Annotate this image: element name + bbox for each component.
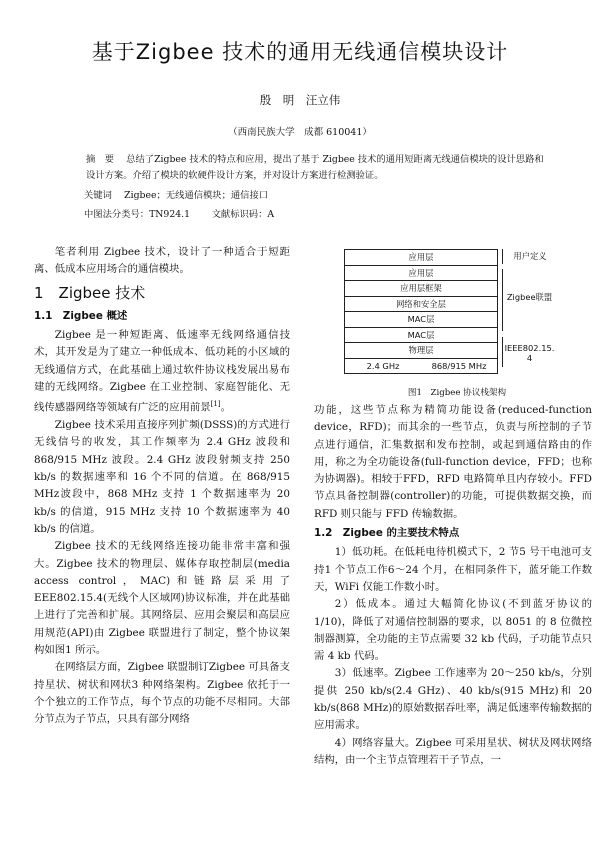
paragraph: Zigbee 技术采用直接序列扩频(DSSS)的方式进行无线信号的收发，其工作频率为 2.4 GHz 波段和868/915 MHz 波段。2.4 GHz 波段射频支持 250 kb/s 的数据速率和 16 个不同的信道。在 868/915 MHz波段中，868 MHz 支持 1 个数据速率为 20 kb/s 的信道，915 MHz 支持 10 个数据速率为 40 kb/s 的信道。	[34, 419, 290, 535]
abstract-label: 摘 要	[86, 154, 114, 165]
classification	[84, 206, 274, 220]
clc-number: 中图法分类号：TN924.1	[84, 209, 191, 220]
paragraph: 在网络层方面，Zigbee 联盟制订Zigbee 可具备支持星状、树状和网状3 种网络架构。Zigbee 依托于一个个独立的工作节点，每个节点的功能不尽相同。大部分节点为子节点，只具有部分网络	[34, 661, 290, 726]
paragraph-text: Zigbee 是一种短距离、低速率无线网络通信技术，其开发是为了建立一种低成本、低功耗的小区域的无线通信方式，在此基础上通过软件协议栈发展出易布建的无线网络。Zigbee 在工业控制、家庭智能化、无线传感器网络等领域有广泛的应用前景	[34, 329, 290, 414]
affiliation: （西南民族大学 成都 610041）	[228, 127, 372, 138]
keywords-text: Zigbee；无线通信模块；通信接口	[124, 190, 269, 201]
label-zigbee-alliance: Zigbee联盟	[502, 269, 556, 331]
intro-paragraph: 笔者利用 Zigbee 技术，设计了一种适合于短距离、低成本应用场合的通信模块。	[34, 246, 290, 276]
phy-bands	[344, 358, 498, 375]
layer-box: 应用层框架	[344, 280, 498, 296]
band-2-4ghz: 2.4 GHz	[366, 360, 400, 371]
keywords-label: 关键词	[84, 190, 112, 201]
band-868-915: 868/915 MHz	[431, 360, 487, 371]
paper-title: 基于Zigbee 技术的通用无线通信模块设计	[91, 40, 509, 64]
list-item: 1）低功耗。在低耗电待机模式下，2 节5 号干电池可支持1 个节点工作6～24 个月，在相同条件下，蓝牙能工作数天，WiFi 仅能工作数小时。	[314, 546, 592, 593]
citation[interactable]: [1]	[210, 400, 221, 409]
abstract-text: 总结了Zigbee 技术的特点和应用，提出了基于 Zigbee 技术的通用短距离无线通信模块的设计思路和设计方案。介绍了模块的软硬件设计方案，并对设计方案进行检测验证。	[86, 154, 544, 181]
layer-box: MAC层	[344, 327, 498, 343]
authors: 殷 明 汪立伟	[259, 93, 341, 107]
paragraph: Zigbee 技术的无线网络连接功能非常丰富和强大。Zigbee 技术的物理层、媒体存取控制层(media access control，MAC)和链路层采用了EEE802.15.4(无线个人区域网)协议标准，并在此基础上进行了完善和扩展。其网络层、应用会聚层和高层应用规范(API)由 Zigbee 联盟进行了制定，整个协议架构如图1 所示。	[34, 540, 290, 656]
layer-box: 应用层	[344, 265, 498, 281]
protocol-stack-figure	[344, 249, 570, 379]
paragraph: 功能，这些节点称为精简功能设备(reduced-function device，RFD)；而其余的一些节点，负责与所控制的子节点进行通信，汇集数据和发布控制，或起到通信路由的作用，称之为全功能设备(full-function device，FFD；也称为协调器)。相较于FFD，RFD 电路简单且内存较小。FFD 节点具备控制器(controller)的功能，可提供数据交换，而 RFD 则只能与 FFD 传输数据。	[314, 404, 592, 520]
paragraph	[34, 327, 290, 417]
subsection-heading-1-2: 1.2 Zigbee 的主要技术特点	[314, 527, 460, 540]
abstract	[60, 152, 544, 184]
doc-code: 文献标识码：A	[211, 209, 275, 220]
list-item: 2）低成本。通过大幅简化协议(不到蓝牙协议的 1/10)，降低了对通信控制器的要求，以 8051 的 8 位微控制器测算，全功能的主节点需要 32 kb 代码，子功能节点只需 4 kb 代码。	[314, 598, 592, 663]
label-ieee: IEEE802.15.4	[502, 337, 556, 367]
paragraph-end: 。	[220, 401, 231, 414]
layer-box: 物理层	[344, 342, 498, 358]
layer-box: 应用层	[344, 249, 498, 265]
label-user-defined: 用户定义	[502, 249, 557, 264]
list-item: 4）网络容量大。Zigbee 可采用星状、树状及网状网络结构，由一个主节点管理若干子节点，一	[314, 736, 592, 766]
subsection-heading-1-1: 1.1 Zigbee 概述	[34, 309, 128, 322]
layer-stack	[344, 249, 498, 374]
list-item: 3）低速率。Zigbee 工作速率为 20～250 kb/s，分别提供 250 kb/s(2.4 GHz)、40 kb/s(915 MHz)和 20 kb/s(868 MHz)的原始数据吞吐率，满足低速率传输数据的应用需求。	[314, 667, 592, 732]
layer-box: MAC层	[344, 311, 498, 327]
keywords	[84, 188, 268, 204]
layer-box: 网络和安全层	[344, 296, 498, 312]
section-heading-1: 1 Zigbee 技术	[34, 283, 146, 302]
left-column	[34, 244, 290, 728]
figure-caption: 图1 Zigbee 协议栈架构	[407, 388, 507, 398]
right-column	[314, 402, 592, 769]
